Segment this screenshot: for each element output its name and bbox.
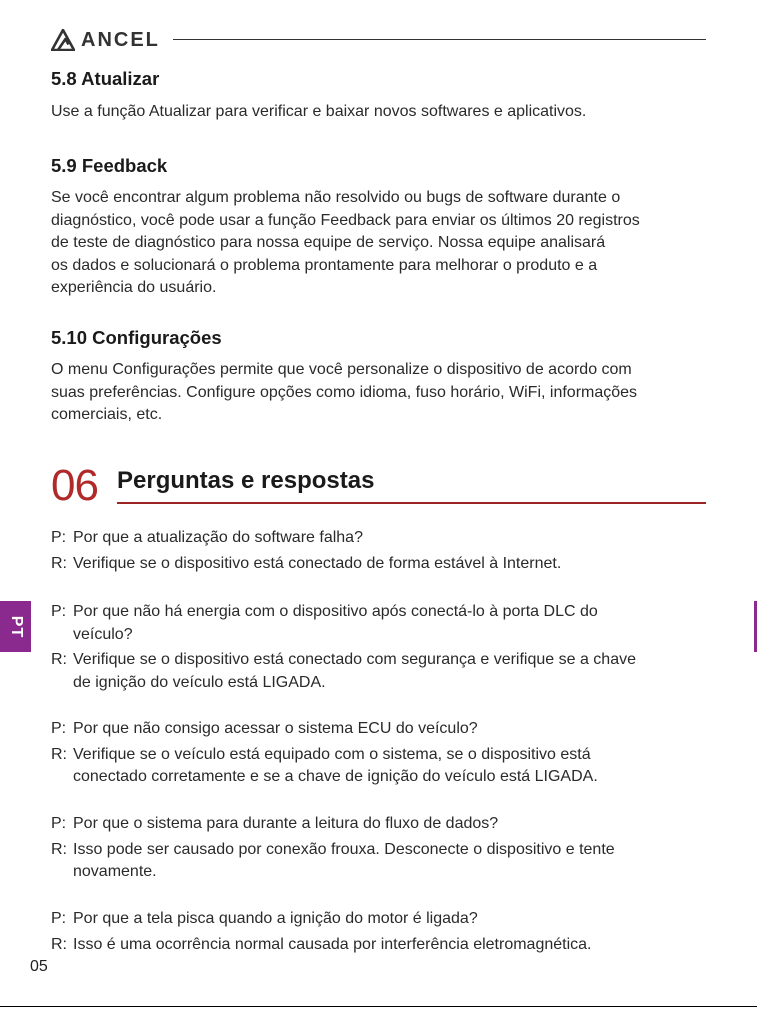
- answer-line: Verifique se o dispositivo está conectado de forma estável à Internet.: [73, 554, 562, 572]
- answer-text: [73, 649, 711, 694]
- body-line: diagnóstico, você pode usar a função Feedback para enviar os últimos 20 registros: [51, 211, 640, 229]
- answer-text: [73, 553, 711, 576]
- question: [51, 908, 711, 931]
- question-line: Por que a atualização do software falha?: [73, 529, 363, 546]
- answer: [51, 649, 711, 694]
- qa-item: [51, 527, 711, 575]
- answer-prefix: R:: [51, 840, 67, 858]
- section-title-settings: 5.10 Configurações: [51, 327, 222, 348]
- language-tab-label: PT: [7, 615, 25, 638]
- qa-item: [51, 908, 711, 956]
- question-text: [73, 601, 711, 646]
- question-prefix: P:: [51, 529, 67, 546]
- chapter-heading: [51, 462, 706, 508]
- answer-line: Isso é uma ocorrência normal causada por interferência eletromagnética.: [73, 935, 592, 953]
- answer-line: de ignição do veículo está LIGADA.: [73, 673, 326, 691]
- question-prefix: P:: [51, 603, 67, 620]
- question-text: [73, 813, 711, 836]
- answer: [51, 553, 711, 576]
- body-line: suas preferências. Configure opções como idioma, fuso horário, WiFi, informações: [51, 383, 638, 401]
- question: [51, 601, 711, 646]
- body-line: O menu Configurações permite que você personalize o dispositivo de acordo com: [51, 361, 632, 378]
- section-title-feedback: 5.9 Feedback: [51, 155, 168, 176]
- section-body-settings: [51, 359, 711, 427]
- question-prefix: P:: [51, 815, 67, 832]
- answer-text: [73, 744, 711, 789]
- answer: [51, 744, 711, 789]
- ancel-logo-icon: [51, 29, 75, 51]
- section-body-feedback: [51, 187, 711, 300]
- language-tab: [0, 601, 31, 652]
- body-line: comerciais, etc.: [51, 406, 163, 423]
- chapter-divider: [117, 502, 706, 504]
- answer: [51, 839, 711, 884]
- answer-line: conectado corretamente e se a chave de ignição do veículo está LIGADA.: [73, 768, 598, 785]
- question-line: veículo?: [73, 625, 133, 643]
- body-line: experiência do usuário.: [51, 279, 217, 296]
- body-line: Se você encontrar algum problema não resolvido ou bugs de software durante o: [51, 189, 621, 206]
- question-prefix: P:: [51, 720, 67, 737]
- answer: [51, 934, 711, 957]
- question-line: Por que a tela pisca quando a ignição do motor é ligada?: [73, 910, 478, 927]
- answer-line: Isso pode ser causado por conexão frouxa. Desconecte o dispositivo e tente: [73, 840, 615, 858]
- section-title-update: 5.8 Atualizar: [51, 68, 160, 89]
- answer-line: Verifique se o veículo está equipado com o sistema, se o dispositivo está: [73, 745, 591, 763]
- answer-text: [73, 934, 711, 957]
- section-body-update: Use a função Atualizar para verificar e baixar novos softwares e aplicativos.: [51, 103, 587, 120]
- answer-prefix: R:: [51, 745, 67, 763]
- question-line: Por que não há energia com o dispositivo após conectá-lo à porta DLC do: [73, 603, 598, 620]
- answer-prefix: R:: [51, 935, 67, 953]
- question-prefix: P:: [51, 910, 67, 927]
- question-line: Por que o sistema para durante a leitura do fluxo de dados?: [73, 815, 499, 832]
- qa-item: [51, 718, 711, 789]
- qa-item: [51, 813, 711, 884]
- question-text: [73, 527, 711, 550]
- brand-logo: [51, 28, 160, 52]
- question: [51, 527, 711, 550]
- question-text: [73, 718, 711, 741]
- body-line: de teste de diagnóstico para nossa equipe de serviço. Nossa equipe analisará: [51, 234, 606, 251]
- answer-line: Verifique se o dispositivo está conectado com segurança e verifique se a chave: [73, 651, 636, 668]
- question-text: [73, 908, 711, 931]
- chapter-title: Perguntas e respostas: [117, 467, 375, 494]
- answer-text: [73, 839, 711, 884]
- body-line: os dados e solucionará o problema prontamente para melhorar o produto e a: [51, 256, 598, 274]
- answer-prefix: R:: [51, 554, 67, 572]
- qa-item: [51, 601, 711, 694]
- header-divider: [173, 39, 706, 40]
- page-number: 05: [30, 958, 48, 975]
- question: [51, 718, 711, 741]
- answer-line: novamente.: [73, 863, 157, 880]
- page-header: [51, 28, 706, 52]
- brand-name: ANCEL: [81, 29, 160, 51]
- footer-divider: [0, 1006, 757, 1007]
- chapter-number: 06: [51, 461, 98, 510]
- question-line: Por que não consigo acessar o sistema ECU do veículo?: [73, 720, 478, 737]
- answer-prefix: R:: [51, 651, 67, 668]
- question: [51, 813, 711, 836]
